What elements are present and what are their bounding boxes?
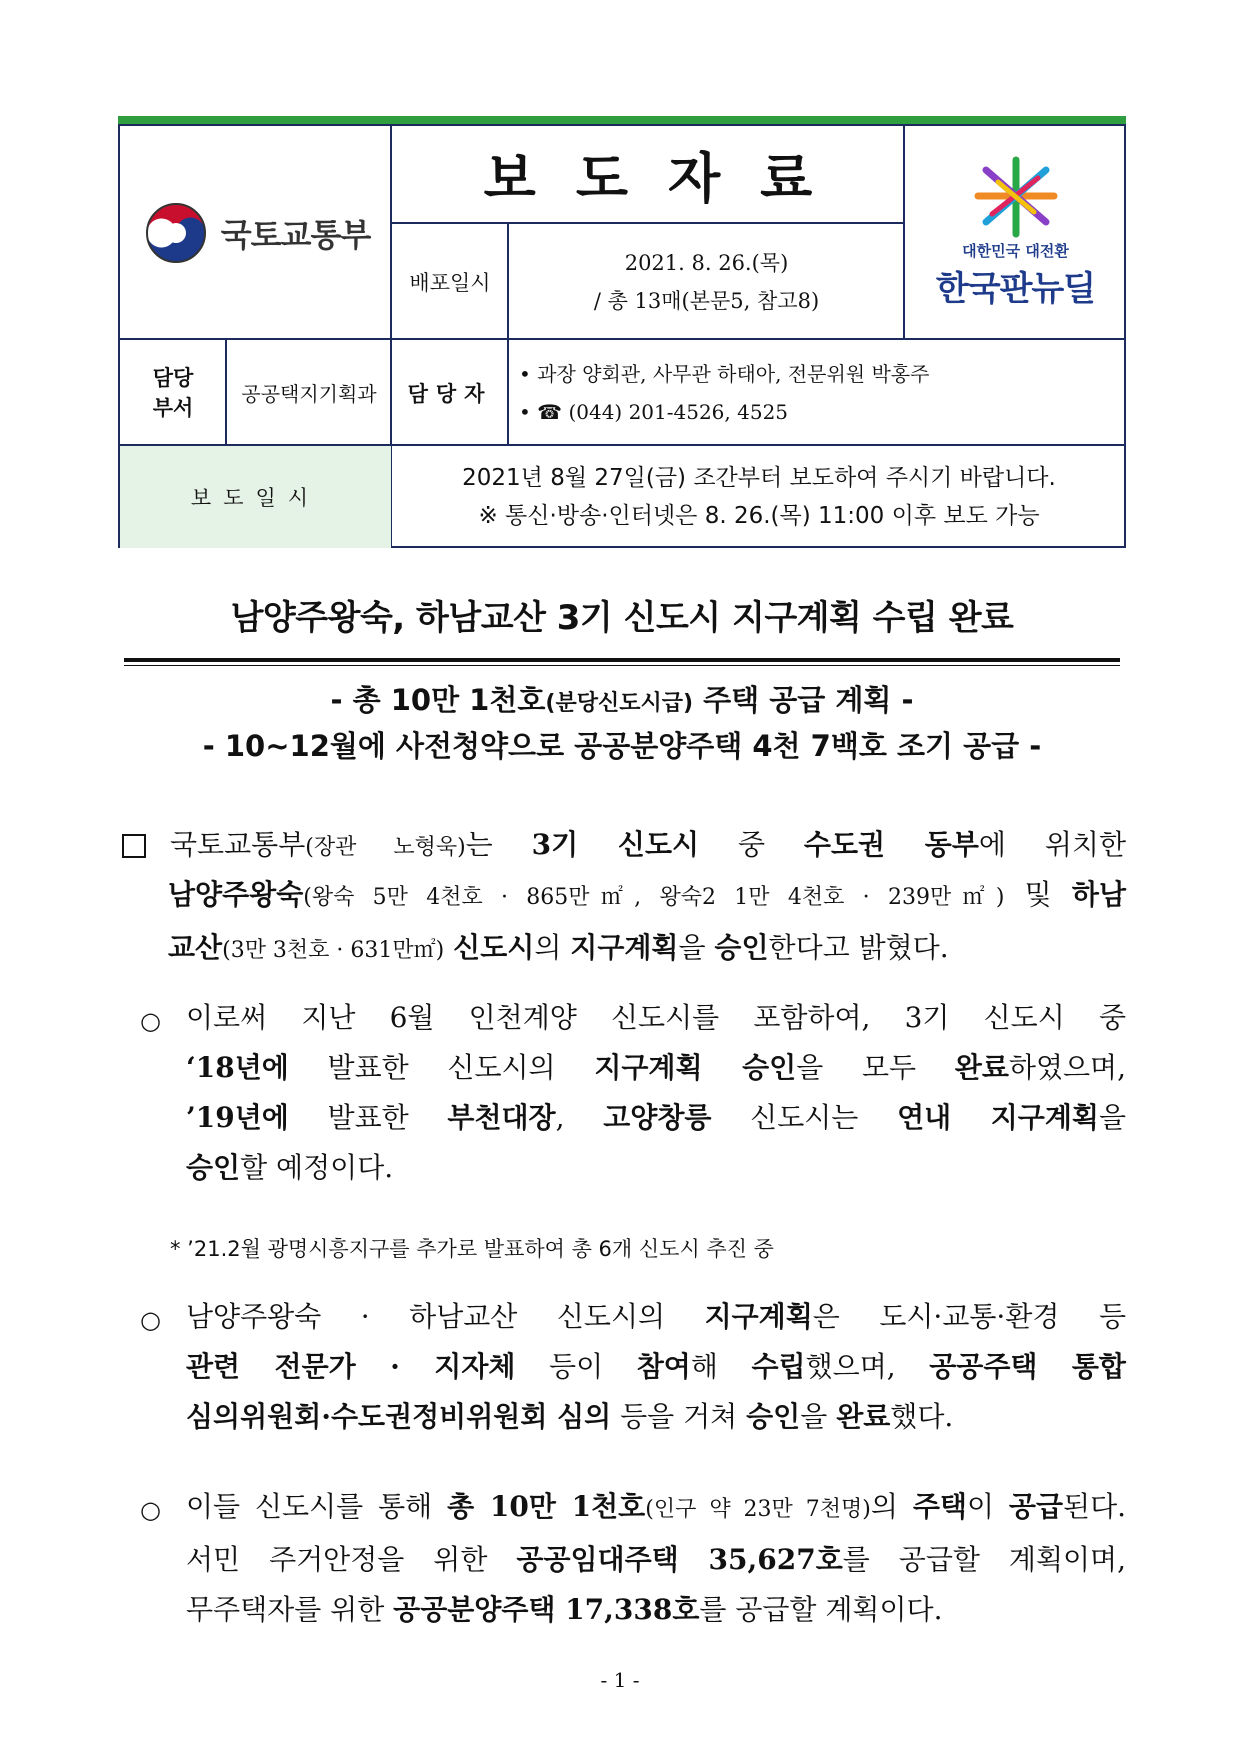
text-run: 의 <box>870 1490 913 1523</box>
headline: 남양주왕숙, 하남교산 3기 신도시 지구계획 수립 완료 <box>230 598 1014 638</box>
text-run: 공공분양주택 17,338호 <box>393 1593 700 1626</box>
circle-bullet-icon: ○ <box>140 1306 161 1334</box>
subheadline-1-note: (분당신도시급) <box>545 691 694 716</box>
text-run: 고양창릉 <box>603 1101 712 1134</box>
paragraph-line <box>186 1482 1126 1535</box>
text-run: 했으며, <box>805 1350 930 1383</box>
release-date-value <box>509 224 904 339</box>
paragraph-line <box>168 923 1126 976</box>
contact-phone-row <box>519 393 1126 431</box>
text-run: , <box>555 1101 604 1134</box>
text-run: 완료 <box>954 1051 1009 1084</box>
text-run: 을 <box>800 1400 837 1433</box>
department-value: 공공택지기획과 <box>241 382 377 406</box>
circle-bullet-icon: ○ <box>140 1496 161 1524</box>
embargo-value <box>392 446 1126 548</box>
text-run: (장관 노형욱) <box>305 835 466 860</box>
text-run: 이 <box>966 1490 1009 1523</box>
department-label <box>120 340 226 445</box>
text-run: 된다. <box>1063 1490 1127 1523</box>
ministry-logo <box>120 126 391 339</box>
text-run: 주택 <box>912 1490 967 1523</box>
list-bullet-icon: • <box>519 399 538 424</box>
text-run: 참여 <box>636 1350 691 1383</box>
embargo-label: 보도일시 <box>120 446 391 548</box>
text-run: 등이 <box>515 1350 637 1383</box>
text-run: 심의위원회·수도권정비위원회 심의 <box>186 1400 612 1433</box>
subheadline-1 <box>118 678 1126 719</box>
contact-person-value <box>509 340 1126 445</box>
paragraph-line <box>186 1392 1126 1442</box>
subheadline-1-part: 주택 공급 계획 - <box>693 683 914 717</box>
headline-rule <box>124 658 1120 662</box>
text-run: 승인 <box>746 1400 801 1433</box>
contact-phone: (044) 201-4526, 4525 <box>568 399 789 424</box>
text-run: 완료 <box>836 1400 891 1433</box>
paragraph-4 <box>186 1482 1126 1635</box>
text-run: ’19년에 <box>186 1101 289 1134</box>
text-run: (3만 3천호 · 631만㎡) <box>222 938 445 963</box>
release-date-line2: / 총 13매(본문5, 참고8) <box>593 288 820 313</box>
text-run: 발표한 <box>288 1101 448 1134</box>
press-release-header <box>118 124 1126 548</box>
paragraph-line <box>186 1535 1126 1585</box>
text-run: 을 <box>1098 1101 1126 1134</box>
header-top-bar <box>118 116 1126 124</box>
text-run: 하였으며, <box>1008 1051 1126 1084</box>
paragraph-line <box>168 870 1126 923</box>
text-run: 지구계획 승인 <box>594 1051 797 1084</box>
new-deal-title: 한국판뉴딜 <box>935 268 1096 309</box>
embargo-line1: 2021년 8월 27일(금) 조간부터 보도하여 주시기 바랍니다. <box>462 465 1056 491</box>
footnote: * ’21.2월 광명시흥지구를 추가로 발표하여 총 6개 신도시 추진 중 <box>170 1237 774 1261</box>
paragraph-line <box>186 1342 1126 1392</box>
text-run: 및 <box>1004 878 1072 911</box>
text-run: 교산 <box>168 931 223 964</box>
text-run: 공공주택 통합 <box>929 1350 1126 1383</box>
text-run: 승인 <box>186 1151 241 1184</box>
text-run <box>444 931 453 964</box>
text-run: 관련 전문가 · 지자체 <box>186 1350 516 1383</box>
headline-rule-thin <box>124 665 1120 666</box>
page-number: - 1 - <box>600 1668 640 1692</box>
text-run: 에 위치한 <box>978 828 1126 861</box>
contact-person-label: 담당자 <box>407 380 493 406</box>
text-run: 를 공급할 계획이다. <box>699 1593 943 1626</box>
paragraph-2 <box>186 993 1126 1193</box>
paragraph-1 <box>170 820 1126 873</box>
taegeuk-emblem-icon <box>141 198 211 268</box>
text-run: 지구계획 <box>570 931 679 964</box>
paragraph-line <box>170 820 1126 873</box>
text-run: 신도시 <box>453 931 535 964</box>
korean-new-deal-logo <box>905 126 1126 339</box>
paragraph-line: 이로써 지난 6월 인천계양 신도시를 포함하여, 3기 신도시 중 <box>186 1001 1126 1034</box>
text-run: 의 <box>534 931 571 964</box>
ministry-name: 국토교통부 <box>220 215 371 254</box>
text-run: 이들 신도시를 통해 <box>186 1490 448 1523</box>
text-run: 총 10만 1천호 <box>447 1490 646 1523</box>
text-run: 부천대장 <box>447 1101 556 1134</box>
subheadline-1-part: - 총 10만 1천호 <box>330 683 546 717</box>
text-run: 연내 지구계획 <box>897 1101 1099 1134</box>
paragraph-line <box>186 1292 1126 1342</box>
text-run: 발표한 신도시의 <box>288 1051 595 1084</box>
contact-names-row <box>519 355 1126 393</box>
text-run: 은 도시·교통·환경 등 <box>812 1300 1126 1333</box>
text-run: 수도권 동부 <box>803 828 979 861</box>
text-run: 하남 <box>1071 878 1126 911</box>
text-run: 서민 주거안정을 위한 <box>186 1543 517 1576</box>
checkbox-icon <box>122 834 146 858</box>
text-run: 등을 거쳐 <box>611 1400 747 1433</box>
subheadline-2: - 10~12월에 사전청약으로 공공분양주택 4천 7백호 조기 공급 - <box>202 729 1042 763</box>
document-title: 보도자료 <box>483 147 853 210</box>
paragraph-line <box>186 1143 1126 1193</box>
text-run: 한다고 밝혔다. <box>768 931 949 964</box>
text-run: (인구 약 23만 7천명) <box>645 1497 871 1522</box>
text-run: 무주택자를 위한 <box>186 1593 394 1626</box>
list-bullet-icon: • <box>519 361 538 386</box>
text-run: 국토교통부 <box>170 828 306 861</box>
text-run: 을 모두 <box>796 1051 955 1084</box>
text-run: ‘18년에 <box>186 1051 289 1084</box>
text-run: 할 예정이다. <box>240 1151 394 1184</box>
text-run: 공공임대주택 35,627호 <box>516 1543 843 1576</box>
department-label-text: 담당 부서 <box>152 364 194 420</box>
new-deal-star-icon <box>968 156 1064 238</box>
release-date-label: 배포일시 <box>409 270 491 295</box>
new-deal-subtitle: 대한민국 대전환 <box>962 241 1069 260</box>
text-run: 3기 신도시 <box>531 828 700 861</box>
paragraph-1-cont <box>168 870 1126 976</box>
text-run: 를 공급할 계획이며, <box>842 1543 1127 1576</box>
paragraph-line <box>186 1043 1126 1093</box>
release-date-line1: 2021. 8. 26.(목) <box>624 250 789 275</box>
paragraph-3 <box>186 1292 1126 1442</box>
text-run: 남양주왕숙 · 하남교산 신도시의 <box>186 1300 705 1333</box>
text-run: (왕숙 5만 4천호 · 865만㎡, 왕숙2 1만 4천호 · 239만㎡) <box>303 885 1005 910</box>
phone-icon: ☎ <box>537 399 563 424</box>
circle-bullet-icon: ○ <box>140 1007 161 1035</box>
paragraph-line <box>186 1585 1126 1635</box>
embargo-line2: ※ 통신·방송·인터넷은 8. 26.(목) 11:00 이후 보도 가능 <box>478 503 1040 529</box>
text-run: 중 <box>699 828 804 861</box>
text-run: 지구계획 <box>704 1300 813 1333</box>
text-run: 해 <box>690 1350 752 1383</box>
text-run: 공급 <box>1008 1490 1064 1523</box>
paragraph-line <box>186 1093 1126 1143</box>
text-run: 남양주왕숙 <box>168 878 304 911</box>
text-run: 을 <box>678 931 715 964</box>
text-run: 수립 <box>751 1350 806 1383</box>
text-run: 했다. <box>890 1400 954 1433</box>
text-run: 신도시는 <box>711 1101 898 1134</box>
contact-names: 과장 양회관, 사무관 하태아, 전문위원 박홍주 <box>537 361 930 386</box>
text-run: 승인 <box>714 931 769 964</box>
text-run: 는 <box>465 828 532 861</box>
